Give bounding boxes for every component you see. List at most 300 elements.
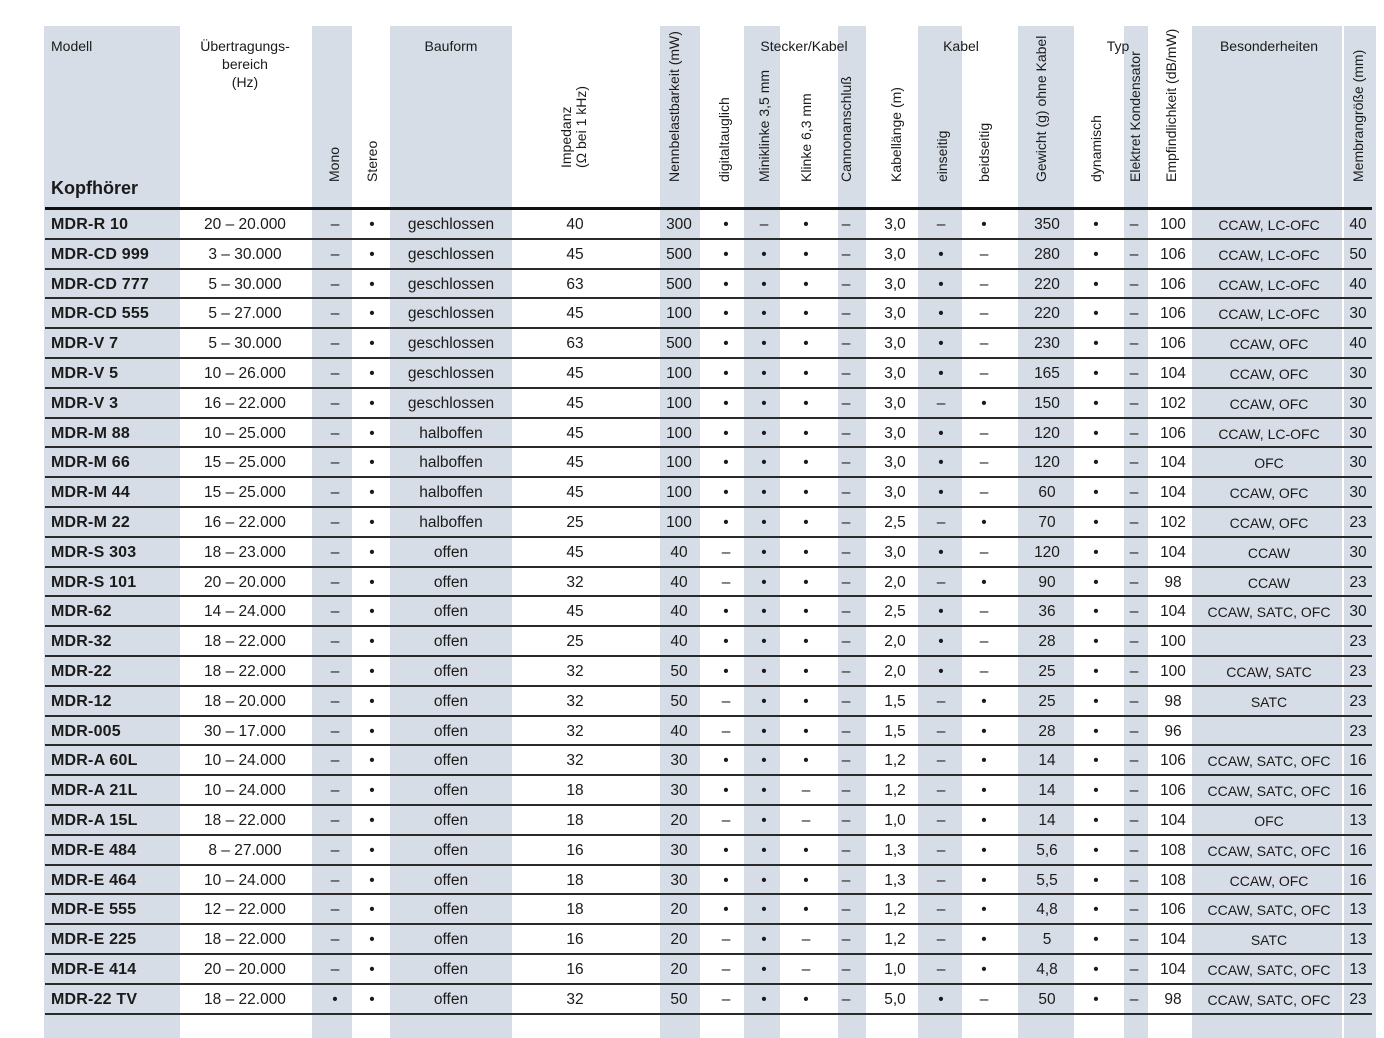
table-cell: 1,0 bbox=[884, 812, 906, 829]
table-cell: • bbox=[723, 365, 729, 382]
table-cell: geschlossen bbox=[407, 365, 495, 382]
table-cell: • bbox=[723, 871, 729, 889]
table-cell: • bbox=[761, 514, 767, 531]
table-cell: – bbox=[841, 871, 851, 889]
table-cell: geschlossen bbox=[407, 216, 495, 233]
table-cell: 20 – 20.000 bbox=[204, 961, 286, 978]
table-cell: • bbox=[938, 603, 944, 621]
table-cell: 45 bbox=[566, 603, 584, 621]
table-cell: 30 bbox=[1349, 603, 1367, 621]
table-cell: • bbox=[938, 990, 944, 1008]
table-cell: • bbox=[1093, 245, 1099, 263]
table-cell: 10 – 24.000 bbox=[204, 752, 286, 770]
table-cell: • bbox=[1093, 365, 1099, 382]
table-cell: CCAW, LC-OFC bbox=[1218, 425, 1320, 442]
table-cell: – bbox=[936, 394, 946, 412]
table-cell: • bbox=[803, 335, 809, 353]
table-cell: • bbox=[761, 722, 767, 740]
header-uebertragung-3: (Hz) bbox=[231, 74, 259, 90]
table-cell: • bbox=[369, 216, 375, 233]
table-cell: – bbox=[841, 931, 851, 949]
table-cell: • bbox=[1093, 692, 1099, 710]
table-cell: – bbox=[841, 335, 851, 353]
table-cell: – bbox=[330, 275, 340, 293]
table-cell: 13 bbox=[1349, 812, 1367, 829]
table-cell: – bbox=[841, 812, 851, 829]
table-cell: – bbox=[1129, 305, 1139, 323]
table-cell: – bbox=[841, 901, 851, 919]
table-cell: 100 bbox=[666, 305, 692, 323]
table-cell: • bbox=[761, 692, 767, 710]
table-cell: 45 bbox=[566, 424, 584, 442]
table-cell: – bbox=[330, 752, 340, 770]
table-cell: – bbox=[841, 961, 851, 978]
table-cell: • bbox=[723, 335, 729, 353]
table-cell: 100 bbox=[666, 454, 692, 472]
table-cell: 16 bbox=[1349, 871, 1367, 889]
table-cell: 25 bbox=[566, 514, 584, 531]
table-cell: • bbox=[938, 454, 944, 472]
table-cell: • bbox=[369, 543, 375, 561]
table-cell: – bbox=[330, 871, 340, 889]
table-cell: 30 bbox=[670, 871, 688, 889]
table-cell: – bbox=[330, 961, 340, 978]
table-cell: • bbox=[938, 365, 944, 382]
table-cell: • bbox=[761, 543, 767, 561]
table-cell: 18 bbox=[566, 871, 584, 889]
table-cell bbox=[1196, 717, 1342, 747]
table-cell: 102 bbox=[1160, 514, 1186, 531]
table-cell: – bbox=[841, 752, 851, 770]
table-cell: • bbox=[803, 841, 809, 859]
table-cell: • bbox=[938, 245, 944, 263]
table-cell: – bbox=[936, 961, 946, 978]
table-cell: – bbox=[841, 484, 851, 502]
table-cell: 1,2 bbox=[884, 782, 906, 800]
table-cell: – bbox=[936, 752, 946, 770]
table-cell: 2,0 bbox=[884, 573, 906, 591]
table-cell: 70 bbox=[1038, 514, 1056, 531]
header-stecker-kabel: Stecker/Kabel bbox=[760, 38, 848, 54]
table-cell: – bbox=[841, 305, 851, 323]
table-cell: • bbox=[981, 394, 987, 412]
table-cell: • bbox=[369, 871, 375, 889]
table-cell: • bbox=[369, 931, 375, 949]
table-cell: – bbox=[1129, 692, 1139, 710]
table-cell: 5,6 bbox=[1036, 841, 1058, 859]
model-name: MDR-S 303 bbox=[51, 543, 137, 561]
table-cell: CCAW, OFC bbox=[1229, 872, 1309, 889]
table-cell: – bbox=[1129, 752, 1139, 770]
table-cell: • bbox=[369, 573, 375, 591]
table-cell: • bbox=[803, 573, 809, 591]
table-cell: 18 bbox=[566, 782, 584, 800]
table-cell: • bbox=[369, 812, 375, 829]
table-cell: 1,2 bbox=[884, 752, 906, 770]
table-cell: • bbox=[761, 573, 767, 591]
table-cell: • bbox=[369, 365, 375, 382]
table-cell: • bbox=[723, 394, 729, 412]
table-cell: • bbox=[761, 871, 767, 889]
table-cell: – bbox=[721, 961, 731, 978]
table-cell: 3,0 bbox=[884, 305, 906, 323]
table-cell: – bbox=[1129, 663, 1139, 680]
model-name: MDR-A 21L bbox=[51, 782, 138, 800]
table-cell: • bbox=[723, 841, 729, 859]
table-cell: 1,5 bbox=[884, 692, 906, 710]
model-name: MDR-S 101 bbox=[51, 573, 137, 591]
table-cell: 30 bbox=[670, 752, 688, 770]
table-cell: 3,0 bbox=[884, 275, 906, 293]
table-cell: CCAW, LC-OFC bbox=[1218, 246, 1320, 263]
table-cell: • bbox=[369, 782, 375, 800]
table-cell: 30 bbox=[1349, 305, 1367, 323]
table-cell: • bbox=[761, 484, 767, 502]
table-cell: 220 bbox=[1034, 275, 1060, 293]
table-cell: – bbox=[330, 365, 340, 382]
table-cell: 23 bbox=[1349, 722, 1367, 740]
table-cell: 8 – 27.000 bbox=[208, 841, 282, 859]
model-name: MDR-V 5 bbox=[51, 365, 119, 382]
table-cell: 5,5 bbox=[1036, 871, 1058, 889]
table-cell: offen bbox=[433, 752, 469, 770]
model-name: MDR-E 225 bbox=[51, 931, 137, 949]
table-cell: – bbox=[721, 692, 731, 710]
table-cell: • bbox=[723, 663, 729, 680]
table-cell: 104 bbox=[1160, 454, 1186, 472]
table-cell: – bbox=[801, 961, 811, 978]
table-cell: 30 bbox=[1349, 484, 1367, 502]
table-cell: 106 bbox=[1160, 335, 1186, 353]
table-cell: 13 bbox=[1349, 931, 1367, 949]
table-cell: – bbox=[330, 424, 340, 442]
table-cell: • bbox=[803, 216, 809, 233]
table-cell: 45 bbox=[566, 484, 584, 502]
table-cell: – bbox=[979, 633, 989, 651]
table-cell: – bbox=[936, 812, 946, 829]
table-cell: • bbox=[1093, 216, 1099, 233]
table-cell: 100 bbox=[666, 424, 692, 442]
table-cell: offen bbox=[433, 961, 469, 978]
table-cell: • bbox=[981, 841, 987, 859]
table-cell: – bbox=[330, 663, 340, 680]
table-cell: halboffen bbox=[419, 424, 483, 442]
table-cell: 45 bbox=[566, 245, 584, 263]
table-cell: CCAW, SATC, OFC bbox=[1207, 753, 1331, 770]
model-name: MDR-A 15L bbox=[51, 812, 138, 829]
table-cell: offen bbox=[433, 543, 469, 561]
table-cell: 32 bbox=[566, 692, 584, 710]
table-cell: – bbox=[330, 394, 340, 412]
table-cell: – bbox=[1129, 990, 1139, 1008]
table-cell: geschlossen bbox=[407, 394, 495, 412]
table-cell: 104 bbox=[1160, 603, 1186, 621]
table-cell: 350 bbox=[1034, 216, 1060, 233]
table-cell: 16 bbox=[1349, 841, 1367, 859]
table-cell: 150 bbox=[1034, 394, 1060, 412]
table-cell: • bbox=[1093, 990, 1099, 1008]
table-cell: 13 bbox=[1349, 901, 1367, 919]
table-cell: – bbox=[1129, 633, 1139, 651]
table-cell: 45 bbox=[566, 305, 584, 323]
table-cell: 20 – 20.000 bbox=[204, 573, 286, 591]
table-cell: CCAW, SATC bbox=[1226, 664, 1312, 680]
table-cell: • bbox=[332, 990, 338, 1008]
table-cell: OFC bbox=[1254, 455, 1284, 472]
table-cell: – bbox=[330, 484, 340, 502]
table-cell: – bbox=[1129, 871, 1139, 889]
table-cell: • bbox=[369, 514, 375, 531]
table-cell: offen bbox=[433, 633, 469, 651]
table-cell: 2,5 bbox=[884, 514, 906, 531]
header-modell: Modell bbox=[51, 38, 93, 54]
table-cell: • bbox=[761, 812, 767, 829]
table-cell: • bbox=[761, 245, 767, 263]
table-cell: – bbox=[330, 633, 340, 651]
table-cell: • bbox=[761, 335, 767, 353]
table-cell: – bbox=[1129, 901, 1139, 919]
table-cell: • bbox=[803, 454, 809, 472]
table-cell: • bbox=[1093, 514, 1099, 531]
table-cell: 18 – 22.000 bbox=[204, 812, 286, 829]
table-cell: 20 bbox=[670, 931, 688, 949]
table-cell: 165 bbox=[1034, 365, 1060, 382]
table-cell: 5 – 30.000 bbox=[208, 275, 282, 293]
table-cell: – bbox=[841, 573, 851, 591]
table-cell: 100 bbox=[666, 394, 692, 412]
table-cell: 500 bbox=[666, 275, 692, 293]
table-cell: – bbox=[841, 722, 851, 740]
table-cell: – bbox=[841, 543, 851, 561]
table-cell: 3,0 bbox=[884, 216, 906, 233]
table-cell: 18 – 20.000 bbox=[204, 692, 286, 710]
table-cell: 32 bbox=[566, 663, 584, 680]
table-cell: 1,3 bbox=[884, 841, 906, 859]
table-cell: – bbox=[330, 454, 340, 472]
table-cell: CCAW, SATC, OFC bbox=[1207, 842, 1331, 859]
model-name: MDR-005 bbox=[51, 722, 121, 740]
table-cell: • bbox=[803, 514, 809, 531]
table-cell: 32 bbox=[566, 990, 584, 1008]
table-cell: 40 bbox=[1349, 335, 1367, 353]
table-cell: • bbox=[981, 752, 987, 770]
header-besonderheiten: Besonderheiten bbox=[1219, 38, 1319, 54]
table-cell: 23 bbox=[1349, 990, 1367, 1008]
table-cell: • bbox=[369, 990, 375, 1008]
table-cell: • bbox=[1093, 871, 1099, 889]
table-cell: • bbox=[1093, 663, 1099, 680]
model-name: MDR-M 66 bbox=[51, 454, 130, 472]
table-cell: • bbox=[761, 454, 767, 472]
table-cell: 5 bbox=[1042, 931, 1052, 949]
table-cell: – bbox=[841, 603, 851, 621]
table-cell: 32 bbox=[566, 752, 584, 770]
table-cell: geschlossen bbox=[407, 245, 495, 263]
table-cell: 16 bbox=[1349, 752, 1367, 770]
table-cell: – bbox=[721, 543, 731, 561]
table-cell: – bbox=[330, 603, 340, 621]
table-cell: offen bbox=[433, 841, 469, 859]
table-cell bbox=[1196, 627, 1342, 657]
model-name: MDR-E 484 bbox=[51, 841, 137, 859]
model-name: MDR-12 bbox=[51, 692, 112, 710]
table-cell: CCAW, LC-OFC bbox=[1218, 306, 1320, 323]
table-cell: – bbox=[979, 365, 989, 382]
table-cell: 1,3 bbox=[884, 871, 906, 889]
table-cell: 2,0 bbox=[884, 633, 906, 651]
table-cell: 40 bbox=[670, 722, 688, 740]
table-cell: • bbox=[761, 990, 767, 1008]
table-cell: • bbox=[1093, 961, 1099, 978]
table-cell: • bbox=[1093, 603, 1099, 621]
table-cell: 30 bbox=[670, 782, 688, 800]
table-cell: • bbox=[981, 692, 987, 710]
table-cell: – bbox=[1129, 573, 1139, 591]
table-cell: – bbox=[979, 454, 989, 472]
table-cell: • bbox=[803, 633, 809, 651]
table-cell: 3,0 bbox=[884, 365, 906, 382]
table-cell: • bbox=[1093, 812, 1099, 829]
table-cell: • bbox=[723, 752, 729, 770]
table-cell: 18 – 22.000 bbox=[204, 990, 286, 1008]
table-cell: 20 bbox=[670, 901, 688, 919]
table-cell: • bbox=[803, 752, 809, 770]
table-cell: – bbox=[841, 692, 851, 710]
table-cell: 98 bbox=[1164, 573, 1182, 591]
table-cell: CCAW, SATC, OFC bbox=[1207, 991, 1331, 1008]
table-cell: 18 – 22.000 bbox=[204, 633, 286, 651]
table-cell: • bbox=[981, 216, 987, 233]
table-cell: 4,8 bbox=[1036, 961, 1058, 978]
table-cell: 106 bbox=[1160, 901, 1186, 919]
table-cell: SATC bbox=[1250, 693, 1288, 710]
table-cell: – bbox=[979, 663, 989, 680]
table-cell: • bbox=[369, 633, 375, 651]
table-cell: 90 bbox=[1038, 573, 1056, 591]
table-cell: • bbox=[1093, 931, 1099, 949]
model-name: MDR-E 464 bbox=[51, 871, 137, 889]
table-cell: 32 bbox=[566, 573, 584, 591]
table-cell: • bbox=[761, 603, 767, 621]
table-cell: 3,0 bbox=[884, 424, 906, 442]
table-cell: • bbox=[1093, 275, 1099, 293]
table-cell: • bbox=[723, 216, 729, 233]
table-cell: • bbox=[723, 424, 729, 442]
model-name: MDR-CD 999 bbox=[51, 245, 150, 263]
table-cell: • bbox=[1093, 752, 1099, 770]
table-cell: 106 bbox=[1160, 752, 1186, 770]
table-cell: 104 bbox=[1160, 812, 1186, 829]
table-cell: 3 – 30.000 bbox=[208, 245, 282, 263]
table-cell: 40 bbox=[670, 603, 688, 621]
table-cell: 16 – 22.000 bbox=[204, 514, 286, 531]
table-cell: • bbox=[761, 931, 767, 949]
table-cell: CCAW, SATC, OFC bbox=[1207, 962, 1331, 978]
table-cell: 50 bbox=[1349, 245, 1367, 263]
table-cell: offen bbox=[433, 603, 469, 621]
table-cell: – bbox=[330, 573, 340, 591]
table-cell: 3,0 bbox=[884, 335, 906, 353]
table-cell: 10 – 26.000 bbox=[204, 365, 286, 382]
table-cell: CCAW, OFC bbox=[1229, 485, 1309, 502]
table-cell: • bbox=[723, 275, 729, 293]
table-cell: • bbox=[1093, 841, 1099, 859]
table-cell: 98 bbox=[1164, 990, 1182, 1008]
table-cell: 10 – 24.000 bbox=[204, 782, 286, 800]
table-cell: geschlossen bbox=[407, 305, 495, 323]
table-cell: – bbox=[841, 394, 851, 412]
table-cell: 106 bbox=[1160, 424, 1186, 442]
table-cell: – bbox=[1129, 365, 1139, 382]
table-cell: • bbox=[369, 424, 375, 442]
table-cell: • bbox=[803, 365, 809, 382]
table-cell: – bbox=[330, 782, 340, 800]
table-cell: offen bbox=[433, 573, 469, 591]
table-cell: – bbox=[841, 216, 851, 233]
table-cell: 50 bbox=[670, 990, 688, 1008]
table-cell: offen bbox=[433, 931, 469, 949]
table-cell: • bbox=[981, 871, 987, 889]
table-cell: – bbox=[936, 901, 946, 919]
table-cell: • bbox=[803, 692, 809, 710]
table-cell: • bbox=[1093, 305, 1099, 323]
table-cell: 100 bbox=[1160, 216, 1186, 233]
table-cell: • bbox=[369, 663, 375, 680]
table-cell: • bbox=[803, 424, 809, 442]
table-cell: 15 – 25.000 bbox=[204, 484, 286, 502]
table-cell: – bbox=[936, 216, 946, 233]
table-cell: • bbox=[803, 484, 809, 502]
table-cell: 100 bbox=[666, 484, 692, 502]
table-cell: 25 bbox=[1038, 692, 1056, 710]
table-cell: • bbox=[938, 305, 944, 323]
table-cell: 98 bbox=[1164, 692, 1182, 710]
table-cell: • bbox=[1093, 633, 1099, 651]
table-cell: • bbox=[369, 394, 375, 412]
table-cell: 13 bbox=[1349, 961, 1367, 978]
table-cell: • bbox=[1093, 335, 1099, 353]
table-cell: • bbox=[981, 573, 987, 591]
table-cell: 15 – 25.000 bbox=[204, 454, 286, 472]
table-cell: – bbox=[979, 484, 989, 502]
table-cell: • bbox=[369, 752, 375, 770]
table-cell: • bbox=[761, 961, 767, 978]
model-name: MDR-CD 777 bbox=[51, 275, 150, 293]
table-cell: 50 bbox=[670, 692, 688, 710]
table-cell: • bbox=[803, 603, 809, 621]
table-cell: 23 bbox=[1349, 514, 1367, 531]
table-cell: – bbox=[936, 841, 946, 859]
table-cell: • bbox=[761, 424, 767, 442]
table-cell: 1,2 bbox=[884, 931, 906, 949]
table-cell: 106 bbox=[1160, 275, 1186, 293]
table-cell: 23 bbox=[1349, 633, 1367, 651]
model-name: MDR-32 bbox=[51, 633, 112, 651]
table-cell: – bbox=[330, 216, 340, 233]
table-cell: • bbox=[981, 782, 987, 800]
table-cell: – bbox=[330, 335, 340, 353]
table-cell: CCAW bbox=[1247, 574, 1291, 591]
table-cell: • bbox=[938, 275, 944, 293]
table-cell: 3,0 bbox=[884, 454, 906, 472]
table-cell: 300 bbox=[666, 216, 692, 233]
table-cell: 108 bbox=[1160, 871, 1186, 889]
table-cell: CCAW, LC-OFC bbox=[1218, 217, 1320, 233]
table-cell: • bbox=[803, 305, 809, 323]
table-cell: CCAW bbox=[1247, 544, 1291, 561]
table-cell: 40 bbox=[1349, 275, 1367, 293]
table-cell: – bbox=[330, 692, 340, 710]
